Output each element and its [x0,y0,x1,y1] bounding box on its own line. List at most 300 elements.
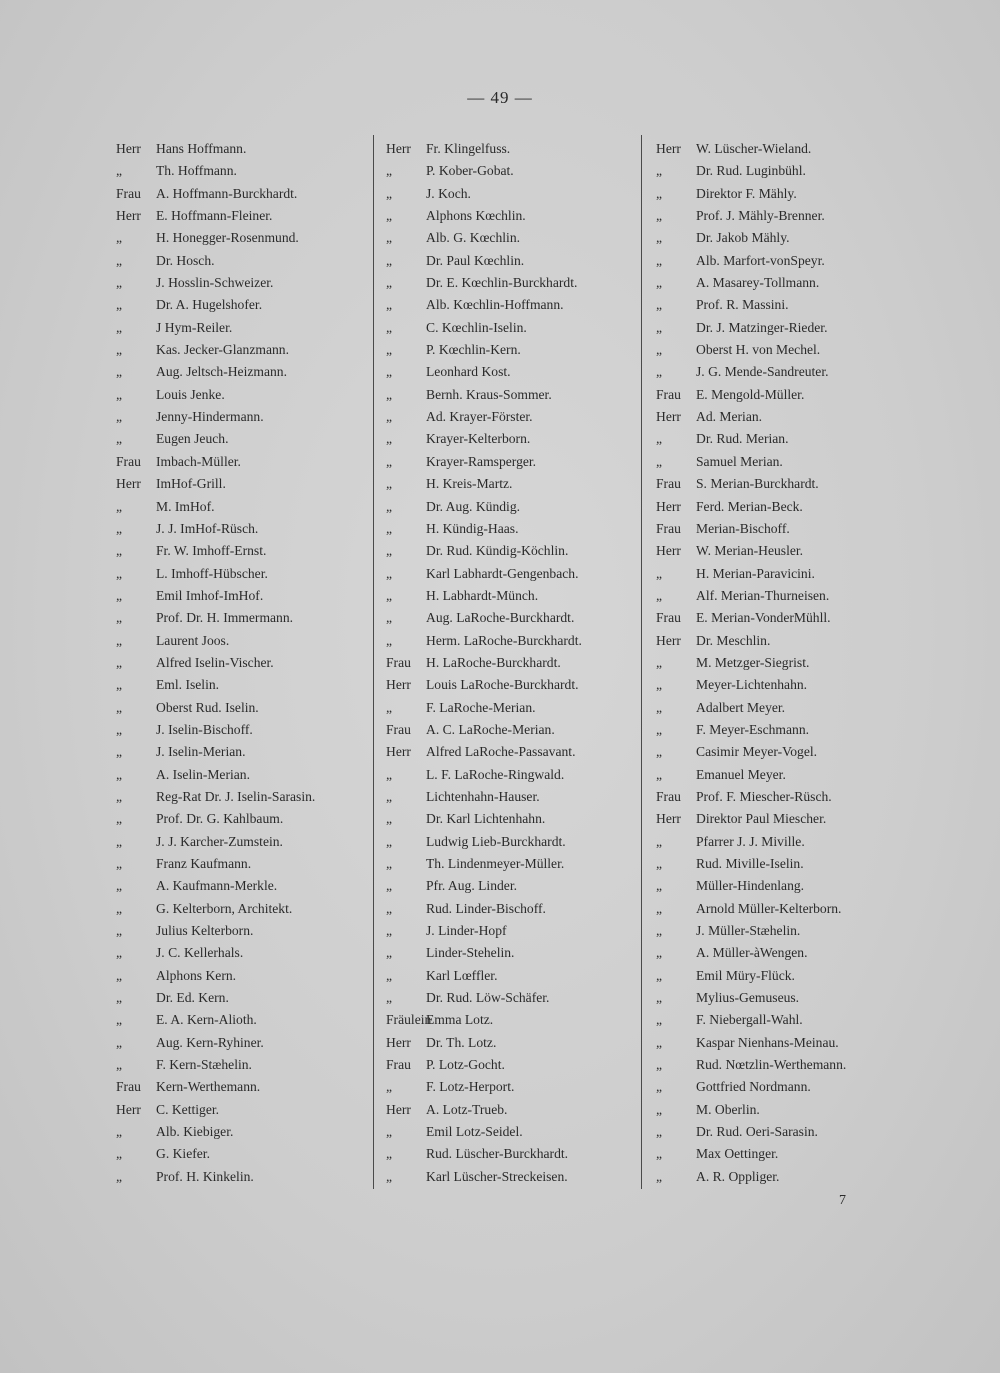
entry-name: Karl Labhardt-Gengenbach. [426,565,579,581]
entry-title: „ [386,230,393,246]
entry-name: E. Mengold-Müller. [696,386,805,402]
entry-title: „ [386,208,393,224]
entry-title: „ [116,386,123,402]
list-item [386,741,638,763]
entry-title: „ [386,409,393,425]
entry-name: Reg-Rat Dr. J. Iselin-Sarasin. [156,788,316,804]
list-item [386,183,638,205]
entry-name: H. Honegger-Rosenmund. [156,230,299,246]
list-item [116,540,376,562]
list-item [116,317,376,339]
list-item [386,294,638,316]
entry-title: „ [386,587,393,603]
entry-title: Herr [386,141,411,156]
entry-name: Alfred Iselin-Vischer. [156,654,274,670]
column-divider-right [641,135,642,1189]
entry-title: „ [656,275,663,291]
entry-title: „ [656,1168,663,1184]
entry-name: Kern-Werthemann. [156,1079,261,1095]
entry-title: „ [656,208,663,224]
list-item [116,1054,376,1076]
entry-title: „ [116,990,123,1006]
list-item [656,630,906,652]
list-item [386,384,638,406]
list-item [116,294,376,316]
entry-name: Jenny-Hindermann. [156,409,264,425]
entry-name: A. Iselin-Merian. [156,766,250,782]
entry-title: Frau [656,520,681,536]
entry-name: Aug. LaRoche-Burckhardt. [426,610,575,626]
entry-title: „ [656,744,663,760]
list-item [116,1009,376,1031]
entry-title: „ [116,1057,123,1073]
list-item [656,853,906,875]
list-item [116,496,376,518]
entry-title: „ [386,386,393,402]
list-item [116,920,376,942]
list-item [116,160,376,182]
list-item [656,227,906,249]
list-item [386,1099,638,1121]
entry-title: „ [386,431,393,447]
list-item [386,160,638,182]
entry-name: P. Kober-Gobat. [426,163,514,179]
list-item [386,451,638,473]
entry-name: Dr. E. Kœchlin-Burckhardt. [426,275,578,291]
entry-name: Kas. Jecker-Glanzmann. [156,342,289,358]
list-item [116,138,376,160]
entry-title: „ [116,297,123,313]
entry-title: Herr [656,141,681,156]
list-item [116,853,376,875]
list-item [656,652,906,674]
entry-name: J. Koch. [426,185,471,201]
entry-title: Frau [116,453,141,469]
list-item [656,1121,906,1143]
entry-title: Herr [386,1101,411,1117]
entry-title: „ [116,833,123,849]
list-item [386,965,638,987]
entry-name: J. G. Mende-Sandreuter. [696,364,829,380]
entry-title: „ [116,409,123,425]
entry-name: Hans Hoffmann. [156,141,247,156]
entry-name: Ad. Merian. [696,409,763,425]
entry-name: J. Iselin-Bischoff. [156,721,253,737]
list-item [116,406,376,428]
entry-title: „ [386,923,393,939]
entry-title: „ [116,1168,123,1184]
entry-name: H. Merian-Paravicini. [696,565,815,581]
entry-name: Prof. R. Massini. [696,297,789,313]
entry-name: J. Hosslin-Schweizer. [156,275,274,291]
list-item [116,451,376,473]
entry-name: P. Kœchlin-Kern. [426,342,521,358]
entry-title: „ [656,1012,663,1028]
entry-title: „ [116,1146,123,1162]
list-item [656,987,906,1009]
entry-title: „ [386,453,393,469]
entry-title: „ [386,275,393,291]
entry-name: Adalbert Meyer. [696,699,786,715]
entry-name: Alphons Kœchlin. [426,208,526,224]
entry-name: Karl Lœffler. [426,967,498,983]
list-item [386,317,638,339]
list-item [656,339,906,361]
entry-title: „ [116,788,123,804]
list-item [116,987,376,1009]
list-item [656,540,906,562]
entry-title: „ [116,744,123,760]
entry-name: M. ImHof. [156,498,215,514]
entry-name: M. Metzger-Siegrist. [696,654,810,670]
entry-name: Alphons Kern. [156,967,237,983]
entry-name: Dr. Jakob Mähly. [696,230,790,246]
entry-name: Prof. Dr. G. Kahlbaum. [156,811,284,827]
entry-name: Herm. LaRoche-Burckhardt. [426,632,582,648]
entry-title: „ [116,654,123,670]
entry-title: „ [386,476,393,492]
entry-name: Dr. A. Hugelshofer. [156,297,263,313]
entry-title: Herr [656,543,681,559]
list-item [386,406,638,428]
list-item [656,607,906,629]
entry-name: E. Hoffmann-Fleiner. [156,208,273,224]
entry-name: Th. Hoffmann. [156,163,237,179]
list-item [116,1099,376,1121]
list-item [386,764,638,786]
entry-name: Alb. Kœchlin-Hoffmann. [426,297,564,313]
entry-name: Dr. Aug. Kündig. [426,498,521,514]
list-item [386,786,638,808]
entry-title: „ [656,163,663,179]
entry-title: „ [116,721,123,737]
entry-title: Herr [116,476,141,492]
list-item [386,1076,638,1098]
entry-name: Aug. Kern-Ryhiner. [156,1034,264,1050]
list-item [116,384,376,406]
list-item [116,205,376,227]
list-item [656,250,906,272]
entry-name: A. Hoffmann-Burckhardt. [156,185,298,201]
entry-title: „ [386,565,393,581]
entry-title: Herr [656,811,681,827]
list-item [656,965,906,987]
entry-name: Ad. Krayer-Förster. [426,409,533,425]
entry-name: Dr. J. Matzinger-Rieder. [696,319,828,335]
entry-name: Mylius-Gemuseus. [696,990,800,1006]
entry-title: Herr [116,141,141,156]
list-item [386,652,638,674]
entry-title: „ [116,498,123,514]
entry-name: Oberst H. von Mechel. [696,342,821,358]
list-item [386,227,638,249]
entry-title: Herr [386,744,411,760]
entry-name: Dr. Rud. Luginbühl. [696,163,806,179]
list-item [386,808,638,830]
entry-name: J. Müller-Stæhelin. [696,923,801,939]
list-item [656,1054,906,1076]
entry-title: „ [116,1034,123,1050]
list-item [656,920,906,942]
list-item [656,1032,906,1054]
entry-name: Alb. Marfort-vonSpeyr. [696,252,825,268]
entry-title: „ [386,610,393,626]
entry-name: Dr. Paul Kœchlin. [426,252,525,268]
entry-name: Rud. Nœtzlin-Werthemann. [696,1057,847,1073]
entry-title: „ [116,565,123,581]
entry-name: A. Lotz-Trueb. [426,1101,508,1117]
entry-title: „ [116,699,123,715]
list-item [116,518,376,540]
entry-title: „ [656,1146,663,1162]
entry-title: „ [386,319,393,335]
list-item [656,1076,906,1098]
list-item [116,361,376,383]
list-item [386,473,638,495]
entry-title: „ [386,788,393,804]
list-item [386,496,638,518]
list-item [386,361,638,383]
entry-title: „ [386,856,393,871]
entry-title: Frau [116,185,141,201]
entry-title: „ [386,967,393,983]
entry-title: Herr [386,677,411,693]
entry-title: „ [386,1146,393,1162]
entry-title: „ [116,923,123,939]
list-item [116,808,376,830]
list-item [386,205,638,227]
list-item [656,1143,906,1165]
entry-name: Fr. Klingelfuss. [426,141,511,156]
list-item [386,875,638,897]
entry-title: „ [386,878,393,894]
list-item [386,697,638,719]
entry-title: „ [386,699,393,715]
entry-name: Eugen Jeuch. [156,431,229,447]
entry-name: G. Kiefer. [156,1146,210,1162]
list-item [116,183,376,205]
entry-title: Herr [656,409,681,425]
entry-name: A. C. LaRoche-Merian. [426,721,555,737]
entry-title: „ [386,811,393,827]
entry-title: „ [386,342,393,358]
list-item [116,272,376,294]
entry-title: „ [656,1101,663,1117]
entry-name: Laurent Joos. [156,632,230,648]
entry-title: „ [656,565,663,581]
list-item [116,1143,376,1165]
list-item [656,942,906,964]
list-item [656,317,906,339]
list-item [386,339,638,361]
entry-name: L. F. LaRoche-Ringwald. [426,766,565,782]
list-item [386,428,638,450]
entry-title: „ [116,677,123,693]
entry-name: J Hym-Reiler. [156,319,233,335]
entry-name: F. Meyer-Eschmann. [696,721,810,737]
list-item [386,518,638,540]
entry-name: E. A. Kern-Alioth. [156,1012,257,1028]
entry-name: Emil Müry-Flück. [696,967,795,983]
entry-title: „ [116,364,123,380]
list-item [656,294,906,316]
entry-title: „ [116,856,123,871]
entry-title: „ [116,811,123,827]
entry-name: Aug. Jeltsch-Heizmann. [156,364,287,380]
signature-mark: 7 [839,1193,846,1208]
entry-title: „ [656,252,663,268]
list-item [116,831,376,853]
entry-title: „ [656,342,663,358]
entry-name: Alb. Kiebiger. [156,1124,234,1140]
list-item [386,719,638,741]
entry-title: „ [386,1124,393,1140]
entry-name: Direktor Paul Miescher. [696,811,827,827]
entry-title: „ [656,297,663,313]
entry-title: „ [656,856,663,871]
entry-name: Max Oettinger. [696,1146,779,1162]
name-column-1 [116,138,376,1188]
entry-title: „ [386,297,393,313]
list-item [656,585,906,607]
list-item [116,674,376,696]
list-item [116,697,376,719]
list-item [116,898,376,920]
entry-name: H. Labhardt-Münch. [426,587,539,603]
list-item [386,630,638,652]
entry-name: E. Merian-VonderMühll. [696,610,831,626]
entry-name: A. R. Oppliger. [696,1168,780,1184]
list-item [656,138,906,160]
list-item [116,585,376,607]
list-item [656,697,906,719]
list-item [656,808,906,830]
list-item [386,1121,638,1143]
list-item [386,1166,638,1188]
list-item [656,563,906,585]
entry-title: „ [116,163,123,179]
entry-title: „ [656,900,663,916]
list-item [116,741,376,763]
entry-name: Eml. Iselin. [156,677,220,693]
list-item [656,384,906,406]
entry-name: L. Imhoff-Hübscher. [156,565,268,581]
list-item [656,764,906,786]
entry-title: „ [386,498,393,514]
list-item [386,831,638,853]
entry-title: „ [386,1168,393,1184]
entry-title: Fräulein [386,1012,432,1028]
entry-title: „ [386,766,393,782]
entry-title: „ [656,1034,663,1050]
entry-name: Casimir Meyer-Vogel. [696,744,818,760]
list-item [656,473,906,495]
entry-name: Dr. Rud. Kündig-Köchlin. [426,543,569,559]
entry-name: Arnold Müller-Kelterborn. [696,900,842,916]
entry-name: W. Lüscher-Wieland. [696,141,812,156]
entry-title: „ [116,632,123,648]
list-item [116,1166,376,1188]
list-item [386,1143,638,1165]
entry-title: „ [116,431,123,447]
entry-name: A. Kaufmann-Merkle. [156,878,278,894]
list-item [656,160,906,182]
list-item [116,942,376,964]
entry-title: Frau [386,1057,411,1073]
entry-name: J. J. Karcher-Zumstein. [156,833,283,849]
entry-name: Emanuel Meyer. [696,766,786,782]
list-item [656,674,906,696]
entry-name: Pfr. Aug. Linder. [426,878,518,894]
list-item [656,496,906,518]
list-item [116,339,376,361]
list-item [656,183,906,205]
entry-title: „ [656,923,663,939]
entry-name: Gottfried Nordmann. [696,1079,811,1095]
entry-name: Dr. Ed. Kern. [156,990,229,1006]
entry-name: Dr. Th. Lotz. [426,1034,497,1050]
entry-name: Imbach-Müller. [156,453,241,469]
list-item [656,875,906,897]
list-item [656,786,906,808]
entry-title: „ [656,364,663,380]
entry-name: Alb. G. Kœchlin. [426,230,521,246]
entry-name: Rud. Lüscher-Burckhardt. [426,1146,569,1162]
list-item [116,719,376,741]
entry-name: F. LaRoche-Merian. [426,699,536,715]
entry-name: H. Kreis-Martz. [426,476,513,492]
entry-title: „ [656,721,663,737]
list-item [116,875,376,897]
entry-name: Louis LaRoche-Burckhardt. [426,677,579,693]
entry-title: „ [656,1079,663,1095]
entry-name: Bernh. Kraus-Sommer. [426,386,552,402]
entry-name: Ferd. Merian-Beck. [696,498,803,514]
list-item [656,1009,906,1031]
list-item [656,1166,906,1188]
entry-title: Frau [656,788,681,804]
entry-title: „ [656,185,663,201]
entry-title: „ [386,252,393,268]
entry-title: „ [116,543,123,559]
entry-title: „ [656,230,663,246]
entry-title: „ [386,1079,393,1095]
entry-title: „ [116,275,123,291]
list-item [386,272,638,294]
entry-title: „ [386,520,393,536]
entry-title: „ [656,319,663,335]
entry-title: „ [116,967,123,983]
entry-title: „ [386,632,393,648]
entry-name: Kaspar Nienhans-Meinau. [696,1034,839,1050]
entry-name: P. Lotz-Gocht. [426,1057,505,1073]
list-item [386,607,638,629]
entry-title: Herr [116,1101,141,1117]
list-item [116,428,376,450]
entry-title: Herr [656,632,681,648]
entry-title: Herr [386,1034,411,1050]
list-item [656,272,906,294]
list-item [386,1054,638,1076]
entry-name: Rud. Linder-Bischoff. [426,900,546,916]
entry-name: Emil Imhof-ImHof. [156,587,264,603]
entry-name: H. LaRoche-Burckhardt. [426,654,561,670]
entry-name: Direktor F. Mähly. [696,185,797,201]
entry-name: Lichtenhahn-Hauser. [426,788,540,804]
list-item [386,250,638,272]
entry-title: „ [656,1124,663,1140]
list-item [116,1032,376,1054]
